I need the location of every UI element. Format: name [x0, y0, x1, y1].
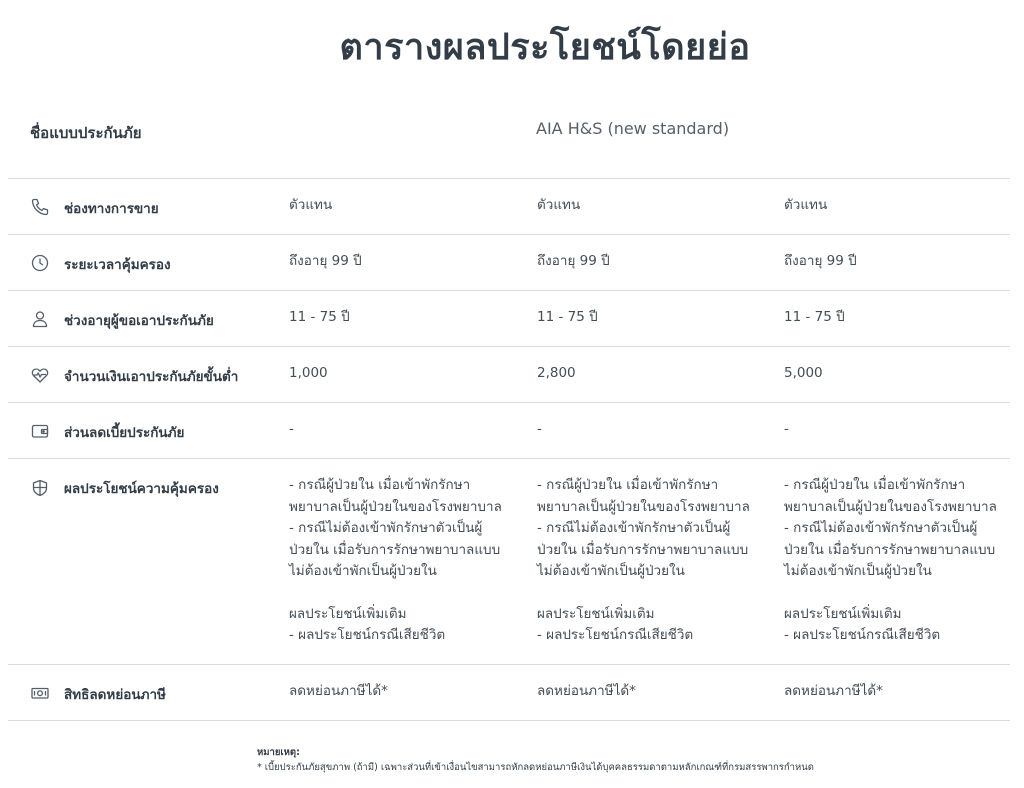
benefit-line: ไม่ต้องเข้าพักเป็นผู้ป่วยใน — [537, 563, 685, 579]
benefit-line: - กรณีผู้ป่วยใน เมื่อเข้าพักรักษา — [537, 477, 719, 493]
plan-name-label: ชื่อแบบประกันภัย — [30, 124, 142, 142]
row-premium-discount — [8, 403, 1010, 459]
shield-icon — [30, 478, 50, 498]
extra-benefit-line: - ผลประโยชน์กรณีเสียชีวิต — [537, 627, 694, 643]
benefit-line: พยาบาลเป็นผู้ป่วยในของโรงพยาบาล — [289, 498, 502, 515]
benefit-line: พยาบาลเป็นผู้ป่วยในของโรงพยาบาล — [537, 498, 750, 515]
benefit-line: - กรณีผู้ป่วยใน เมื่อเข้าพักรักษา — [289, 477, 471, 493]
cell-value: ถึงอายุ 99 ปี — [537, 253, 610, 269]
row-coverage-benefits — [8, 459, 1010, 665]
spacer — [289, 583, 519, 604]
benefit-line: - กรณีไม่ต้องเข้าพักรักษาตัวเป็นผู้ — [784, 520, 978, 536]
extra-benefit-title: ผลประโยชน์เพิ่มเติม — [537, 605, 655, 622]
benefit-line: - กรณีผู้ป่วยใน เมื่อเข้าพักรักษา — [784, 477, 966, 493]
row-coverage-period — [8, 235, 1010, 291]
extra-benefit-title: ผลประโยชน์เพิ่มเติม — [289, 605, 407, 622]
benefit-line: - กรณีไม่ต้องเข้าพักรักษาตัวเป็นผู้ — [289, 520, 483, 536]
heart-pulse-icon — [30, 365, 50, 385]
footnote-title: หมายเหตุ: — [257, 747, 300, 758]
cell-value: - — [537, 421, 542, 437]
cell-value: ลดหย่อนภาษีได้* — [784, 683, 883, 699]
benefit-line: ป่วยใน เมื่อรับการรักษาพยาบาลแบบ — [784, 541, 996, 558]
money-icon — [30, 683, 50, 703]
benefit-cell — [784, 475, 1014, 647]
cell-value: ลดหย่อนภาษีได้* — [537, 683, 636, 699]
spacer — [537, 583, 767, 604]
extra-benefit-line: - ผลประโยชน์กรณีเสียชีวิต — [289, 627, 446, 643]
row-label: ระยะเวลาคุ้มครอง — [64, 257, 171, 273]
phone-icon — [30, 197, 50, 217]
spacer — [784, 583, 1014, 604]
cell-value: 5,000 — [784, 365, 823, 381]
extra-benefit-line: - ผลประโยชน์กรณีเสียชีวิต — [784, 627, 941, 643]
row-sales-channel — [8, 179, 1010, 235]
cell-value: - — [289, 421, 294, 437]
row-label: ส่วนลดเบี้ยประกันภัย — [64, 425, 185, 441]
person-icon — [30, 309, 50, 329]
plan-name-value: AIA H&S (new standard) — [536, 119, 730, 138]
benefit-cell — [289, 475, 519, 647]
cell-value: ถึงอายุ 99 ปี — [289, 253, 362, 269]
row-label: ช่องทางการขาย — [64, 201, 159, 217]
row-age-range — [8, 291, 1010, 347]
row-label: สิทธิลดหย่อนภาษี — [64, 687, 166, 703]
page-title: ตารางผลประโยชน์โดยย่อ — [339, 27, 751, 68]
benefit-line: - กรณีไม่ต้องเข้าพักรักษาตัวเป็นผู้ — [537, 520, 731, 536]
cell-value: ตัวแทน — [784, 197, 828, 213]
plan-header-row — [8, 100, 1010, 179]
wallet-icon — [30, 421, 50, 441]
cell-value: 2,800 — [537, 365, 576, 381]
row-minimum-sum-insured — [8, 347, 1010, 403]
cell-value: ตัวแทน — [289, 197, 333, 213]
cell-value: 1,000 — [289, 365, 328, 381]
benefit-cell — [537, 475, 767, 647]
benefit-line: ไม่ต้องเข้าพักเป็นผู้ป่วยใน — [784, 563, 932, 579]
row-label: ช่วงอายุผู้ขอเอาประกันภัย — [64, 313, 214, 329]
cell-value: ถึงอายุ 99 ปี — [784, 253, 857, 269]
row-tax-deduction — [8, 665, 1010, 721]
cell-value: ลดหย่อนภาษีได้* — [289, 683, 388, 699]
cell-value: - — [784, 421, 789, 437]
row-label: ผลประโยชน์ความคุ้มครอง — [64, 481, 219, 497]
cell-value: 11 - 75 ปี — [289, 309, 350, 325]
benefit-line: ป่วยใน เมื่อรับการรักษาพยาบาลแบบ — [537, 541, 749, 558]
benefit-line: ไม่ต้องเข้าพักเป็นผู้ป่วยใน — [289, 563, 437, 579]
row-label: จำนวนเงินเอาประกันภัยขั้นต่ำ — [64, 369, 239, 385]
footnote-text: * เบี้ยประกันภัยสุขภาพ (ถ้ามี) เฉพาะส่วนที่เข้าเงื่อนไขสามารถหักลดหย่อนภาษีเงินได้บุคคลธรรมดาตามหลักเกณฑ์ที่กรมสรรพากรกำหนด — [257, 762, 814, 773]
benefit-line: ป่วยใน เมื่อรับการรักษาพยาบาลแบบ — [289, 541, 501, 558]
cell-value: 11 - 75 ปี — [537, 309, 598, 325]
footnote — [257, 745, 814, 775]
cell-value: 11 - 75 ปี — [784, 309, 845, 325]
clock-icon — [30, 253, 50, 273]
cell-value: ตัวแทน — [537, 197, 581, 213]
benefit-line: พยาบาลเป็นผู้ป่วยในของโรงพยาบาล — [784, 498, 997, 515]
extra-benefit-title: ผลประโยชน์เพิ่มเติม — [784, 605, 902, 622]
